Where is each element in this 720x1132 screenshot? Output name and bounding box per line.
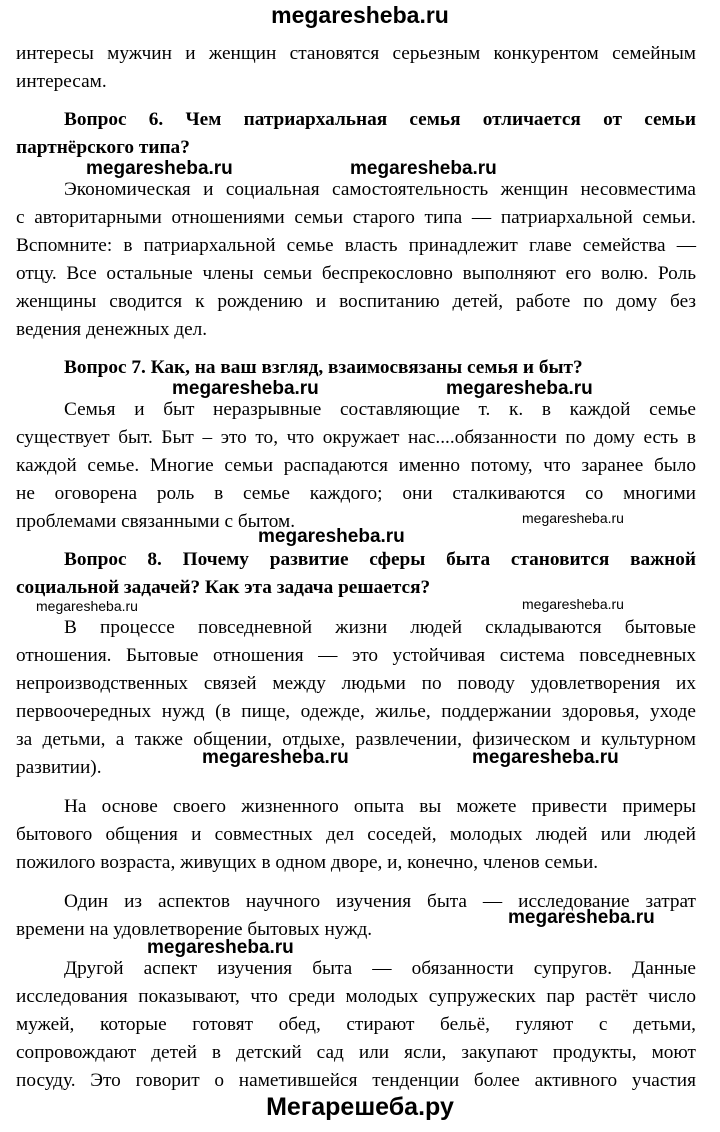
text-line: ведения денежных дел. xyxy=(16,319,208,340)
text-line: проблемами связанными с бытом. xyxy=(16,511,296,532)
text-line: отношения. Бытовые отношения — это устойчивая система повседневных xyxy=(16,645,696,666)
watermark: megaresheba.ru xyxy=(258,526,405,547)
text-line: времени на удовлетворение бытовых нужд. xyxy=(16,919,373,940)
text-line: Семья и быт неразрывные составляющие т. к. в каждой семье xyxy=(64,399,696,420)
text-line: не оговорена роль в семье каждого; они сталкиваются со многими xyxy=(16,483,696,504)
text-line: интересам. xyxy=(16,71,107,92)
text-line: развитии). xyxy=(16,757,102,778)
watermark: megaresheba.ru xyxy=(446,378,593,399)
text-line: сопровождают детей в детский сад или ясли, закупают продукты, моют xyxy=(16,1042,696,1063)
watermark: megaresheba.ru xyxy=(522,510,624,526)
watermark: megaresheba.ru xyxy=(472,747,619,768)
text-line: В процессе повседневной жизни людей складываются бытовые xyxy=(64,617,696,638)
question-8-heading: социальной задачей? Как эта задача решается? xyxy=(16,577,431,598)
text-line: с авторитарными отношениями семьи старого типа — патриархальной семьи. xyxy=(16,207,696,228)
text-line: непроизводственных связей между людьми по поводу удовлетворения их xyxy=(16,673,696,694)
watermark: megaresheba.ru xyxy=(202,747,349,768)
text-line: исследования показывают, что среди молодых супружеских пар растёт число xyxy=(16,986,696,1007)
question-7-heading: Вопрос 7. Как, на ваш взгляд, взаимосвязаны семья и быт? xyxy=(64,357,583,378)
text-line: Вспомните: в патриархальной семье власть принадлежит главе семейства — xyxy=(16,235,696,256)
text-line: существует быт. Быт – это то, что окружает нас....обязанности по дому есть в xyxy=(16,427,696,448)
text-line: женщины сводится к рождению и воспитанию детей, работе по дому без xyxy=(16,291,696,312)
footer-watermark: Мегарешеба.ру xyxy=(266,1093,454,1121)
question-6-heading: Вопрос 6. Чем патриархальная семья отличается от семьи xyxy=(64,109,696,130)
watermark: megaresheba.ru xyxy=(522,596,624,612)
text-line: за детьми, а также общении, отдыхе, развлечении, физическом и культурном xyxy=(16,729,696,750)
text-line: посуду. Это говорит о наметившейся тенденции более активного участия xyxy=(16,1070,696,1091)
text-line: интересы мужчин и женщин становятся серьезным конкурентом семейным xyxy=(16,43,696,64)
text-line: Один из аспектов научного изучения быта — исследование затрат xyxy=(64,891,696,912)
text-line: каждой семье. Многие семьи распадаются именно потому, что заранее было xyxy=(16,455,696,476)
question-6-heading: партнёрского типа? xyxy=(16,137,190,158)
text-line: пожилого возраста, живущих в одном дворе, и, конечно, членов семьи. xyxy=(16,852,599,873)
text-line: отцу. Все остальные члены семьи беспрекословно выполняют его волю. Роль xyxy=(16,263,696,284)
text-line: Другой аспект изучения быта — обязанности супругов. Данные xyxy=(64,958,696,979)
watermark: megaresheba.ru xyxy=(147,937,294,958)
text-line: мужей, которые готовят обед, стирают бельё, гуляют с детьми, xyxy=(16,1014,696,1035)
text-line: первоочередных нужд (в пище, одежде, жилье, поддержании здоровья, уходе xyxy=(16,701,696,722)
text-line: бытового общения и совместных дел соседей, молодых людей или людей xyxy=(16,824,696,845)
watermark: megaresheba.ru xyxy=(172,378,319,399)
text-line: Экономическая и социальная самостоятельность женщин несовместима xyxy=(64,179,696,200)
watermark: megaresheba.ru xyxy=(86,158,233,179)
header-watermark: megaresheba.ru xyxy=(271,2,449,28)
text-line: На основе своего жизненного опыта вы можете привести примеры xyxy=(64,796,696,817)
watermark: megaresheba.ru xyxy=(36,598,138,614)
watermark: megaresheba.ru xyxy=(350,158,497,179)
watermark: megaresheba.ru xyxy=(508,907,655,928)
question-8-heading: Вопрос 8. Почему развитие сферы быта становится важной xyxy=(64,549,696,570)
